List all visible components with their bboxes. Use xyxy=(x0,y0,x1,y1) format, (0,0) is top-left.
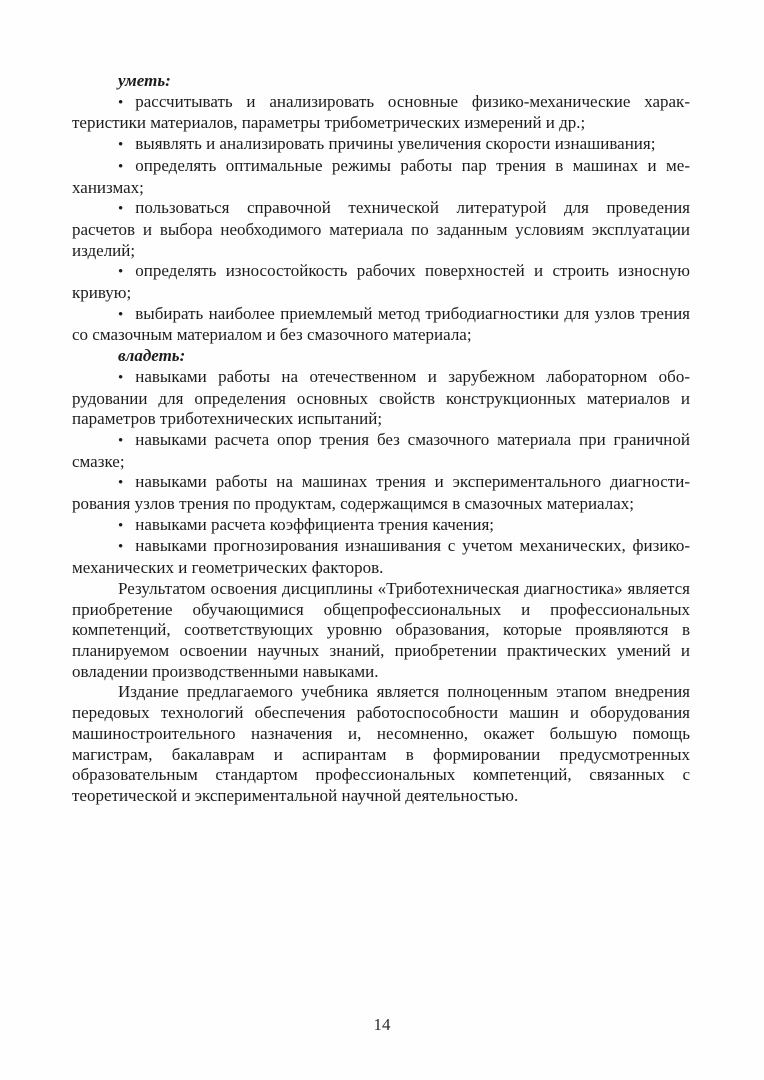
page-number: 14 xyxy=(373,1015,391,1034)
list-heading-umet: уметь: xyxy=(118,71,171,90)
bullet-icon: • xyxy=(118,306,124,323)
list-heading-vladet: владеть: xyxy=(118,346,186,366)
body-paragraph: Издание предлагаемого учебника является полноценным этапом внедрения передовых технологий обеспечения работоспособности машин и оборудования машиностроительного назначения и, несомненно, окажет большую помощь магистрам, бакалаврам и аспирантам в формировании предусмотренных образовательным стандартом профессиональных компетенций, связанных с теоретической и экспериментальной научной деятельностью. xyxy=(72,682,690,805)
bullet-item-text: навыками расчета опор трения без смазочного материала при граничной смазке; xyxy=(72,429,690,471)
bullet-item xyxy=(72,156,690,198)
bullet-item xyxy=(72,198,690,261)
bullet-item xyxy=(72,92,690,134)
bullet-icon: • xyxy=(118,432,124,449)
bullet-icon: • xyxy=(118,94,124,111)
bullet-item-text: определять оптимальные режимы работы пар трения в машинах и механизмах; xyxy=(72,155,690,197)
bullet-item-text: выявлять и анализировать причины увеличения скорости изнашивания; xyxy=(135,134,656,154)
bullet-item-text: навыками работы на отечественном и зарубежном лабораторном оборудовании для определения основных свойств конструкционных материалов и параметров триботехнических испытаний; xyxy=(72,366,690,429)
bullet-item-text: определять износостойкость рабочих поверхностей и строить износную кривую; xyxy=(72,261,690,303)
bullet-item xyxy=(72,134,690,156)
bullet-icon: • xyxy=(118,158,124,175)
bullet-item xyxy=(72,472,690,514)
bullet-item-text: выбирать наиболее приемлемый метод трибодиагностики для узлов трения со смазочным материалом и без смазочного материала; xyxy=(72,303,690,345)
bullet-item xyxy=(72,515,690,537)
bullet-icon: • xyxy=(118,264,124,281)
bullet-item xyxy=(72,536,690,578)
bullet-item-text: рассчитывать и анализировать основные физико-механические характеристики материалов, параметры трибометрических измерений и др.; xyxy=(72,91,690,133)
text-block xyxy=(72,71,690,807)
bullet-item-text: навыками расчета коэффициента трения качения; xyxy=(135,514,495,534)
bullet-icon: • xyxy=(118,137,124,154)
bullet-item xyxy=(72,367,690,430)
bullet-icon: • xyxy=(118,369,124,386)
bullet-item-text: навыками работы на машинах трения и экспериментального диагностирования узлов трения по продуктам, содержащимся в смазочных материалах; xyxy=(72,472,690,514)
bullet-icon: • xyxy=(118,201,124,218)
bullet-item xyxy=(72,261,690,303)
bullet-item-text: пользоваться справочной технической литературой для проведения расчетов и выбора необходимого материала по заданным условиям эксплуатации изделий; xyxy=(72,198,690,260)
body-paragraph: Результатом освоения дисциплины «Триботехническая диагностика» является приобретение обучающимися общепрофессиональных и профессиональных компетенций, соответствующих уровню образования, которые проявляются в планируемом освоении научных знаний, приобретении практических умений и овладении производственными навыками. xyxy=(72,578,690,681)
bullet-item-text: навыками прогнозирования изнашивания с учетом механических, физико-механических и геометрических факторов. xyxy=(72,536,690,578)
bullet-icon: • xyxy=(118,475,124,492)
bullet-item xyxy=(72,304,690,346)
bullet-icon: • xyxy=(118,539,124,556)
bullet-icon: • xyxy=(118,517,124,534)
bullet-item xyxy=(72,430,690,472)
